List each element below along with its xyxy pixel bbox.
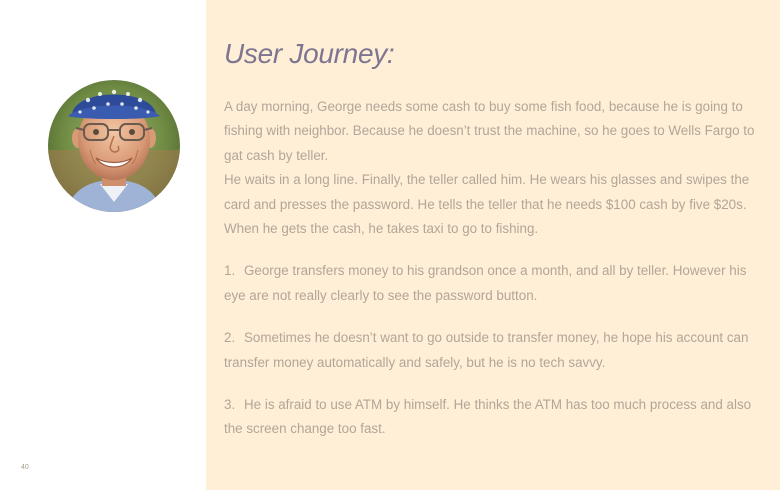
left-panel [0,0,206,490]
pain-point-item [224,393,762,442]
intro-paragraph-1: A day morning, George needs some cash to buy some fish food, because he is going to fishing with neighbor. Because he doesn’t trust the machine, so he goes to Wells Fargo to gat cash by teller. [224,99,755,163]
pain-point-number: 3. [224,397,236,413]
pain-point-text: He is afraid to use ATM by himself. He thinks the ATM has too much process and also the screen change too fast. [224,397,752,437]
elderly-man-portrait-image [48,80,180,212]
page-title: User Journey: [224,38,395,69]
pain-point-item [224,326,762,375]
pain-point-text: Sometimes he doesn’t want to go outside to transfer money, he hope his account can transfer money automatically and safely, but he is no tech savvy. [224,330,749,370]
page-number: 40 [21,464,29,471]
pain-point-text: George transfers money to his grandson once a month, and all by teller. However his eye are not really clearly to see the password button. [224,263,747,303]
persona-photo [48,80,180,212]
intro-paragraph-2: He waits in a long line. Finally, the teller called him. He wears his glasses and swipes the card and presses the password. He tells the teller that he needs $100 cash by five $20s. When he gets the cash, he takes taxi to go to fishing. [224,172,750,237]
journey-body [224,95,762,442]
pain-point-number: 2. [224,330,236,346]
pain-point-item [224,259,762,308]
content-panel [206,0,780,490]
pain-point-number: 1. [224,263,236,279]
